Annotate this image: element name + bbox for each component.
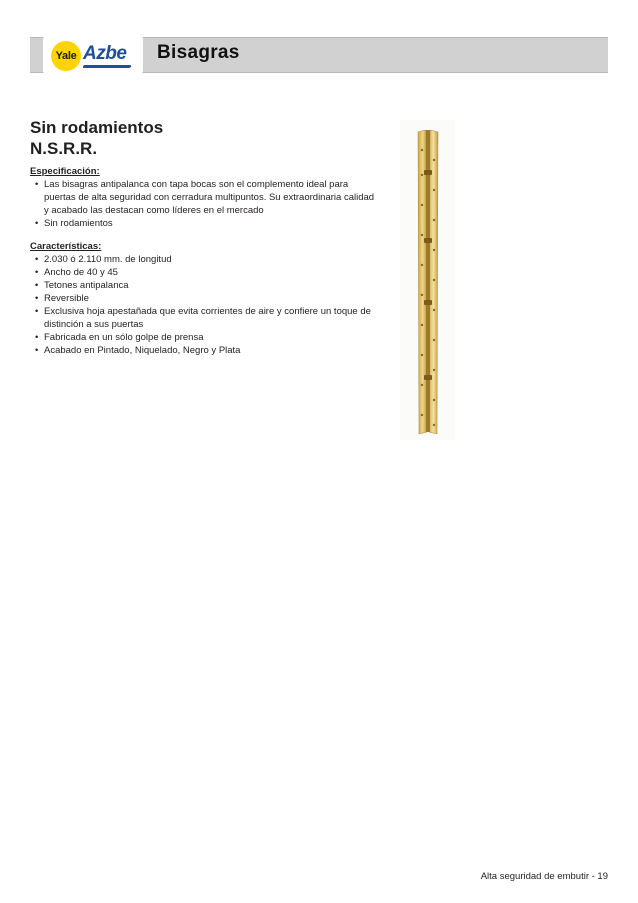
- list-item: • Tetones antipalanca: [30, 279, 380, 292]
- page-footer: Alta seguridad de embutir - 19: [480, 871, 608, 882]
- section-title-line2: N.S.R.R.: [30, 139, 98, 158]
- specification-heading: Especificación:: [30, 166, 100, 177]
- characteristics-list: [30, 253, 380, 357]
- piano-hinge-image: [400, 120, 455, 440]
- list-item: • Ancho de 40 y 45: [30, 266, 380, 279]
- azbe-logo-wordmark: Azbe: [83, 43, 127, 64]
- list-item: • Reversible: [30, 292, 380, 305]
- list-item: • Exclusiva hoja apestañada que evita corrientes de aire y confiere un toque de distinción a sus puertas: [30, 305, 380, 331]
- characteristics-heading: Características:: [30, 241, 102, 252]
- product-description: [30, 165, 380, 367]
- specification-list: [30, 178, 380, 230]
- list-item: • Sin rodamientos: [30, 217, 380, 230]
- section-title: [30, 117, 163, 159]
- yale-azbe-logo: [43, 36, 143, 74]
- hinge-icon: [400, 120, 455, 440]
- yale-logo-badge: Yale: [51, 41, 81, 71]
- azbe-swoosh-icon: [82, 65, 131, 68]
- list-item: • Las bisagras antipalanca con tapa bocas son el complemento ideal para puertas de alta seguridad con cerradura multipuntos. Su extraordinaria calidad y acabado las destacan como líderes en el mercado: [30, 178, 380, 217]
- section-title-line1: Sin rodamientos: [30, 118, 164, 137]
- list-item: • Acabado en Pintado, Niquelado, Negro y Plata: [30, 344, 380, 357]
- list-item: • Fabricada en un sólo golpe de prensa: [30, 331, 380, 344]
- page-title: Bisagras: [157, 42, 240, 63]
- list-item: • 2.030 ó 2.110 mm. de longitud: [30, 253, 380, 266]
